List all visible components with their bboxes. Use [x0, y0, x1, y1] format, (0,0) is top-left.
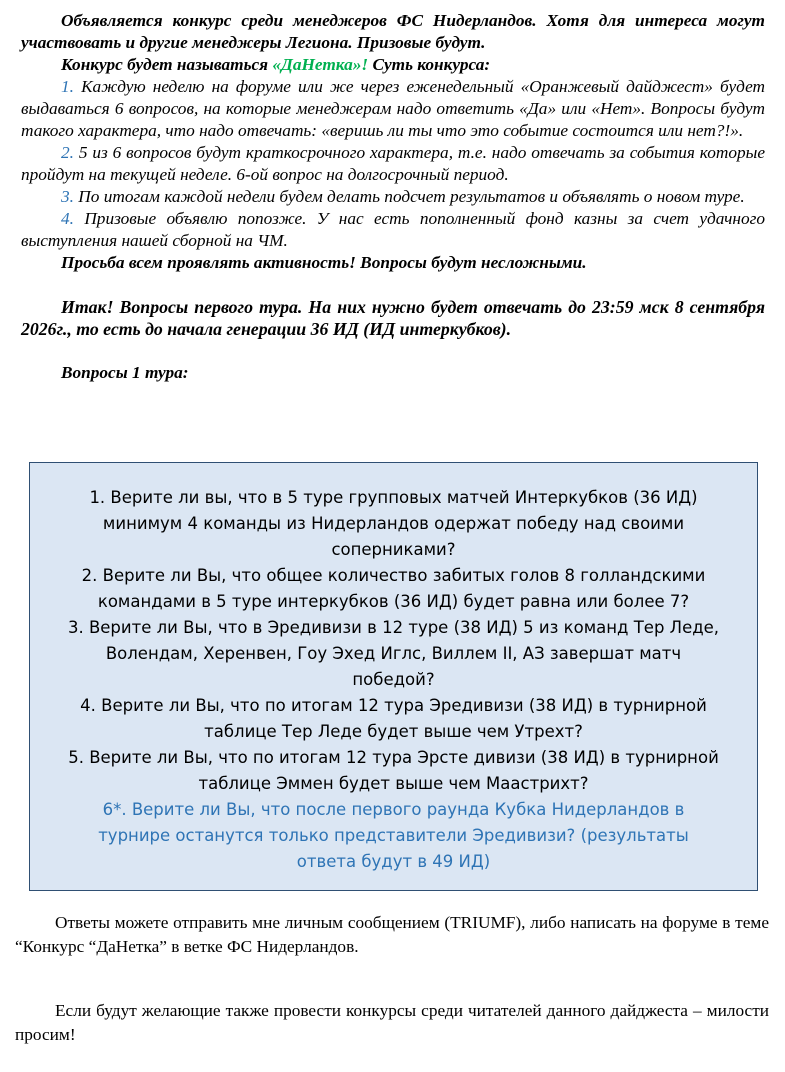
- spacer: [21, 340, 765, 362]
- spacer: [21, 274, 765, 296]
- rule-number: 2.: [61, 143, 74, 162]
- question-4: 4. Верите ли Вы, что по итогам 12 тура Эредивизи (38 ИД) в турнирной таблице Тер Леде будет выше чем Утрехт?: [80, 696, 707, 741]
- intro-section: [21, 10, 765, 384]
- rule-3: [21, 186, 765, 208]
- rule-number: 4.: [61, 209, 74, 228]
- rule-number: 1.: [61, 77, 74, 96]
- rule-text: 5 из 6 вопросов будут краткосрочного характера, т.е. надо отвечать за события которые пройдут на текущей неделе. 6-ой вопрос на долгосрочный период.: [21, 143, 765, 184]
- contest-line: [21, 54, 765, 76]
- question-6: 6*. Верите ли Вы, что после первого раунда Кубка Нидерландов в турнире останутся только представители Эредивизи? (результаты ответа будут в 49 ИД): [98, 800, 689, 871]
- contest-name: «ДаНетка»!: [272, 55, 369, 74]
- rule-4: [21, 208, 765, 252]
- announcement: Объявляется конкурс среди менеджеров ФС Нидерландов. Хотя для интереса могут участвовать и другие менеджеры Легиона. Призовые будут.: [21, 11, 765, 52]
- call-to-action: Просьба всем проявлять активность! Вопросы будут несложными.: [61, 253, 587, 272]
- rule-text: Каждую неделю на форуме или же через еженедельный «Оранжевый дайджест» будет выдаваться 6 вопросов, на которые менеджерам надо ответить «Да» или «Нет». Вопросы будут такого характера, что надо отвечать: «веришь ли ты что это событие состоится или нет?!».: [21, 77, 765, 140]
- round-info: Итак! Вопросы первого тура. На них нужно будет отвечать до 23:59 мск 8 сентября 2026г., то есть до начала генерации 36 ИД (ИД интеркубков).: [21, 297, 765, 339]
- invite-paragraph: Если будут желающие также провести конкурсы среди читателей данного дайджеста – милости просим!: [15, 1001, 769, 1044]
- question-1: 1. Верите ли вы, что в 5 туре групповых матчей Интеркубков (36 ИД) минимум 4 команды из Нидерландов одержат победу над своими соперниками?: [89, 488, 698, 559]
- contest-suffix: Суть конкурса:: [368, 55, 491, 74]
- question-3: 3. Верите ли Вы, что в Эредивизи в 12 туре (38 ИД) 5 из команд Тер Леде, Волендам, Херенвен, Гоу Эхед Иглс, Виллем II, АЗ завершат матч победой?: [67, 618, 720, 689]
- round-title: Вопросы 1 тура:: [61, 363, 189, 382]
- rule-text: По итогам каждой недели будем делать подсчет результатов и объявлять о новом туре.: [73, 187, 745, 206]
- rule-1: [21, 76, 765, 142]
- rule-text: Призовые объявлю попозже. У нас есть пополненный фонд казны за счет удачного выступления нашей сборной на ЧМ.: [21, 209, 765, 250]
- contest-prefix: Конкурс будет называться: [61, 55, 273, 74]
- answers-instructions: Ответы можете отправить мне личным сообщением (TRIUMF), либо написать на форуме в теме “Конкурс “ДаНетка” в ветке ФС Нидерландов.: [15, 913, 769, 956]
- rule-number: 3.: [61, 187, 74, 206]
- rule-2: [21, 142, 765, 186]
- question-5: 5. Верите ли Вы, что по итогам 12 тура Эрсте дивизи (38 ИД) в турнирной таблице Эммен будет выше чем Маастрихт?: [68, 748, 719, 793]
- question-2: 2. Верите ли Вы, что общее количество забитых голов 8 голландскими командами в 5 туре интеркубков (36 ИД) будет равна или более 7?: [81, 566, 706, 611]
- questions-box: [29, 462, 758, 891]
